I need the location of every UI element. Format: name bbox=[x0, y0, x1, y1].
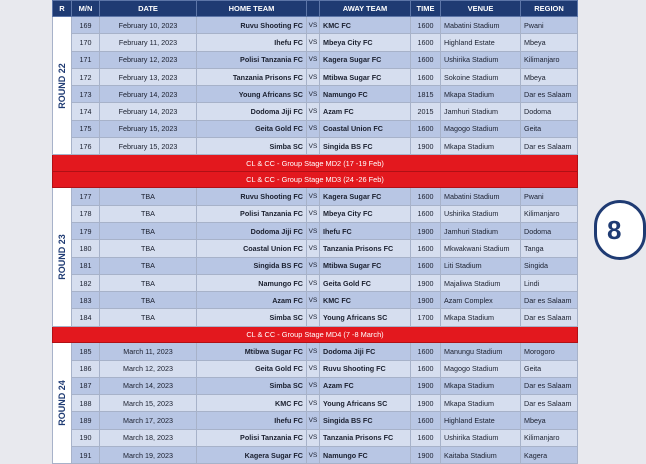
away-team-cell: Tanzania Prisons FC bbox=[320, 429, 411, 446]
header-round: R bbox=[53, 1, 72, 17]
away-team-cell: Kagera Sugar FC bbox=[320, 51, 411, 68]
home-team-cell: Ihefu FC bbox=[197, 34, 307, 51]
match-row bbox=[53, 360, 578, 377]
region-cell: Dodoma bbox=[521, 103, 578, 120]
match-row bbox=[53, 412, 578, 429]
header-date: DATE bbox=[100, 1, 197, 17]
match-row bbox=[53, 309, 578, 326]
round-24-group bbox=[53, 343, 578, 464]
away-team-cell: Geita Gold FC bbox=[320, 274, 411, 291]
away-team-cell: Azam FC bbox=[320, 103, 411, 120]
match-number-cell: 174 bbox=[72, 103, 100, 120]
time-cell: 1600 bbox=[411, 343, 441, 360]
home-team-cell: Kagera Sugar FC bbox=[197, 447, 307, 464]
time-cell: 1600 bbox=[411, 51, 441, 68]
round-label: ROUND 24 bbox=[57, 380, 67, 427]
round-label-cell bbox=[53, 188, 72, 326]
venue-cell: Azam Complex bbox=[441, 292, 521, 309]
time-cell: 1600 bbox=[411, 17, 441, 34]
region-cell: Pwani bbox=[521, 17, 578, 34]
match-row bbox=[53, 222, 578, 239]
away-team-cell: Young Africans SC bbox=[320, 395, 411, 412]
match-row bbox=[53, 188, 578, 205]
venue-cell: Manungu Stadium bbox=[441, 343, 521, 360]
vs-cell: VS bbox=[307, 188, 320, 205]
date-cell: March 19, 2023 bbox=[100, 447, 197, 464]
match-row bbox=[53, 343, 578, 360]
time-cell: 2015 bbox=[411, 103, 441, 120]
time-cell: 1600 bbox=[411, 34, 441, 51]
match-row bbox=[53, 34, 578, 51]
time-cell: 1700 bbox=[411, 309, 441, 326]
region-cell: Dar es Salaam bbox=[521, 377, 578, 394]
region-cell: Morogoro bbox=[521, 343, 578, 360]
date-cell: TBA bbox=[100, 240, 197, 257]
vs-cell: VS bbox=[307, 51, 320, 68]
date-cell: TBA bbox=[100, 257, 197, 274]
date-cell: February 15, 2023 bbox=[100, 138, 197, 155]
region-cell: Dar es Salaam bbox=[521, 138, 578, 155]
home-team-cell: Young Africans SC bbox=[197, 86, 307, 103]
fixture-table bbox=[52, 0, 578, 464]
banner-md2: CL & CC - Group Stage MD2 (17 -19 Feb) bbox=[53, 155, 578, 172]
match-number-cell: 191 bbox=[72, 447, 100, 464]
vs-cell: VS bbox=[307, 34, 320, 51]
date-cell: February 12, 2023 bbox=[100, 51, 197, 68]
venue-cell: Ushirika Stadium bbox=[441, 205, 521, 222]
venue-cell: Mkapa Stadium bbox=[441, 86, 521, 103]
time-cell: 1600 bbox=[411, 412, 441, 429]
round-label-cell bbox=[53, 343, 72, 464]
region-cell: Dar es Salaam bbox=[521, 292, 578, 309]
vs-cell: VS bbox=[307, 222, 320, 239]
vs-cell: VS bbox=[307, 86, 320, 103]
match-row bbox=[53, 138, 578, 155]
home-team-cell: Ruvu Shooting FC bbox=[197, 188, 307, 205]
match-row bbox=[53, 447, 578, 464]
vs-cell: VS bbox=[307, 68, 320, 85]
table-header bbox=[53, 1, 578, 17]
date-cell: February 15, 2023 bbox=[100, 120, 197, 137]
home-team-cell: Ruvu Shooting FC bbox=[197, 17, 307, 34]
vs-cell: VS bbox=[307, 395, 320, 412]
time-cell: 1600 bbox=[411, 205, 441, 222]
time-cell: 1600 bbox=[411, 429, 441, 446]
date-cell: February 13, 2023 bbox=[100, 68, 197, 85]
region-cell: Geita bbox=[521, 120, 578, 137]
home-team-cell: Azam FC bbox=[197, 292, 307, 309]
match-row bbox=[53, 274, 578, 291]
match-number-cell: 170 bbox=[72, 34, 100, 51]
match-number-cell: 186 bbox=[72, 360, 100, 377]
match-number-cell: 184 bbox=[72, 309, 100, 326]
time-cell: 1900 bbox=[411, 138, 441, 155]
venue-cell: Mkapa Stadium bbox=[441, 138, 521, 155]
region-cell: Dar es Salaam bbox=[521, 395, 578, 412]
header-home-team: HOME TEAM bbox=[197, 1, 307, 17]
match-row bbox=[53, 205, 578, 222]
vs-cell: VS bbox=[307, 309, 320, 326]
match-number-cell: 173 bbox=[72, 86, 100, 103]
date-cell: March 12, 2023 bbox=[100, 360, 197, 377]
home-team-cell: Geita Gold FC bbox=[197, 120, 307, 137]
time-cell: 1900 bbox=[411, 395, 441, 412]
home-team-cell: Mtibwa Sugar FC bbox=[197, 343, 307, 360]
match-number-cell: 189 bbox=[72, 412, 100, 429]
region-cell: Pwani bbox=[521, 188, 578, 205]
match-row bbox=[53, 86, 578, 103]
match-number-cell: 185 bbox=[72, 343, 100, 360]
venue-cell: Ushirika Stadium bbox=[441, 429, 521, 446]
match-number-cell: 171 bbox=[72, 51, 100, 68]
match-number-cell: 169 bbox=[72, 17, 100, 34]
match-number-cell: 177 bbox=[72, 188, 100, 205]
banner-group-md2-md3 bbox=[53, 155, 578, 188]
vs-cell: VS bbox=[307, 343, 320, 360]
home-team-cell: Simba SC bbox=[197, 377, 307, 394]
page-number-badge: 8 bbox=[594, 200, 646, 260]
vs-cell: VS bbox=[307, 120, 320, 137]
header-venue: VENUE bbox=[441, 1, 521, 17]
region-cell: Tanga bbox=[521, 240, 578, 257]
fixture-sheet bbox=[52, 0, 577, 460]
round-22-group bbox=[53, 17, 578, 155]
date-cell: March 17, 2023 bbox=[100, 412, 197, 429]
region-cell: Mbeya bbox=[521, 68, 578, 85]
venue-cell: Sokoine Stadium bbox=[441, 68, 521, 85]
date-cell: March 18, 2023 bbox=[100, 429, 197, 446]
time-cell: 1815 bbox=[411, 86, 441, 103]
vs-cell: VS bbox=[307, 274, 320, 291]
round-23-group bbox=[53, 188, 578, 326]
away-team-cell: Ruvu Shooting FC bbox=[320, 360, 411, 377]
home-team-cell: Ihefu FC bbox=[197, 412, 307, 429]
vs-cell: VS bbox=[307, 377, 320, 394]
vs-cell: VS bbox=[307, 138, 320, 155]
banner-group-md4 bbox=[53, 326, 578, 343]
banner-md4: CL & CC - Group Stage MD4 (7 -8 March) bbox=[53, 326, 578, 343]
time-cell: 1600 bbox=[411, 240, 441, 257]
date-cell: TBA bbox=[100, 309, 197, 326]
match-number-cell: 176 bbox=[72, 138, 100, 155]
time-cell: 1900 bbox=[411, 447, 441, 464]
match-number-cell: 175 bbox=[72, 120, 100, 137]
date-cell: March 11, 2023 bbox=[100, 343, 197, 360]
home-team-cell: Polisi Tanzania FC bbox=[197, 51, 307, 68]
venue-cell: Mkapa Stadium bbox=[441, 377, 521, 394]
date-cell: February 11, 2023 bbox=[100, 34, 197, 51]
date-cell: TBA bbox=[100, 205, 197, 222]
region-cell: Dodoma bbox=[521, 222, 578, 239]
away-team-cell: Mtibwa Sugar FC bbox=[320, 68, 411, 85]
header-away-team: AWAY TEAM bbox=[320, 1, 411, 17]
away-team-cell: Mbeya City FC bbox=[320, 34, 411, 51]
match-row bbox=[53, 120, 578, 137]
away-team-cell: Namungo FC bbox=[320, 447, 411, 464]
time-cell: 1900 bbox=[411, 274, 441, 291]
home-team-cell: Dodoma Jiji FC bbox=[197, 103, 307, 120]
region-cell: Kilimanjaro bbox=[521, 205, 578, 222]
round-label: ROUND 23 bbox=[57, 234, 67, 280]
home-team-cell: KMC FC bbox=[197, 395, 307, 412]
round-label: ROUND 22 bbox=[57, 62, 67, 109]
match-row bbox=[53, 395, 578, 412]
region-cell: Mbeya bbox=[521, 34, 578, 51]
venue-cell: Majaliwa Stadium bbox=[441, 274, 521, 291]
region-cell: Kilimanjaro bbox=[521, 429, 578, 446]
region-cell: Mbeya bbox=[521, 412, 578, 429]
date-cell: March 15, 2023 bbox=[100, 395, 197, 412]
time-cell: 1900 bbox=[411, 292, 441, 309]
home-team-cell: Tanzania Prisons FC bbox=[197, 68, 307, 85]
match-number-cell: 180 bbox=[72, 240, 100, 257]
match-row bbox=[53, 429, 578, 446]
venue-cell: Mkwakwani Stadium bbox=[441, 240, 521, 257]
venue-cell: Magogo Stadium bbox=[441, 120, 521, 137]
away-team-cell: Azam FC bbox=[320, 377, 411, 394]
date-cell: TBA bbox=[100, 274, 197, 291]
match-row bbox=[53, 68, 578, 85]
venue-cell: Kaitaba Stadium bbox=[441, 447, 521, 464]
time-cell: 1600 bbox=[411, 188, 441, 205]
date-cell: TBA bbox=[100, 222, 197, 239]
away-team-cell: Tanzania Prisons FC bbox=[320, 240, 411, 257]
home-team-cell: Simba SC bbox=[197, 138, 307, 155]
match-row bbox=[53, 377, 578, 394]
venue-cell: Liti Stadium bbox=[441, 257, 521, 274]
vs-cell: VS bbox=[307, 292, 320, 309]
match-number-cell: 187 bbox=[72, 377, 100, 394]
vs-cell: VS bbox=[307, 429, 320, 446]
region-cell: Dar es Salaam bbox=[521, 309, 578, 326]
home-team-cell: Geita Gold FC bbox=[197, 360, 307, 377]
home-team-cell: Polisi Tanzania FC bbox=[197, 205, 307, 222]
vs-cell: VS bbox=[307, 412, 320, 429]
region-cell: Geita bbox=[521, 360, 578, 377]
home-team-cell: Dodoma Jiji FC bbox=[197, 222, 307, 239]
vs-cell: VS bbox=[307, 240, 320, 257]
vs-cell: VS bbox=[307, 447, 320, 464]
time-cell: 1900 bbox=[411, 377, 441, 394]
match-number-cell: 181 bbox=[72, 257, 100, 274]
vs-cell: VS bbox=[307, 360, 320, 377]
header-match-number: M/N bbox=[72, 1, 100, 17]
home-team-cell: Namungo FC bbox=[197, 274, 307, 291]
away-team-cell: Mbeya City FC bbox=[320, 205, 411, 222]
away-team-cell: Young Africans SC bbox=[320, 309, 411, 326]
away-team-cell: Ihefu FC bbox=[320, 222, 411, 239]
date-cell: February 14, 2023 bbox=[100, 103, 197, 120]
venue-cell: Highland Estate bbox=[441, 412, 521, 429]
venue-cell: Jamhuri Stadium bbox=[441, 103, 521, 120]
venue-cell: Ushirika Stadium bbox=[441, 51, 521, 68]
match-row bbox=[53, 257, 578, 274]
away-team-cell: Namungo FC bbox=[320, 86, 411, 103]
header-time: TIME bbox=[411, 1, 441, 17]
match-number-cell: 178 bbox=[72, 205, 100, 222]
match-number-cell: 172 bbox=[72, 68, 100, 85]
match-number-cell: 179 bbox=[72, 222, 100, 239]
date-cell: TBA bbox=[100, 292, 197, 309]
match-number-cell: 182 bbox=[72, 274, 100, 291]
match-row bbox=[53, 103, 578, 120]
header-region: REGION bbox=[521, 1, 578, 17]
match-number-cell: 190 bbox=[72, 429, 100, 446]
date-cell: February 14, 2023 bbox=[100, 86, 197, 103]
time-cell: 1600 bbox=[411, 257, 441, 274]
home-team-cell: Simba SC bbox=[197, 309, 307, 326]
region-cell: Lindi bbox=[521, 274, 578, 291]
time-cell: 1600 bbox=[411, 68, 441, 85]
venue-cell: Mkapa Stadium bbox=[441, 309, 521, 326]
region-cell: Kilimanjaro bbox=[521, 51, 578, 68]
match-number-cell: 188 bbox=[72, 395, 100, 412]
round-label-cell bbox=[53, 17, 72, 155]
time-cell: 1900 bbox=[411, 222, 441, 239]
vs-cell: VS bbox=[307, 17, 320, 34]
match-row bbox=[53, 292, 578, 309]
date-cell: March 14, 2023 bbox=[100, 377, 197, 394]
venue-cell: Magogo Stadium bbox=[441, 360, 521, 377]
away-team-cell: Singida BS FC bbox=[320, 412, 411, 429]
away-team-cell: Singida BS FC bbox=[320, 138, 411, 155]
away-team-cell: KMC FC bbox=[320, 17, 411, 34]
match-row bbox=[53, 17, 578, 34]
away-team-cell: Kagera Sugar FC bbox=[320, 188, 411, 205]
region-cell: Singida bbox=[521, 257, 578, 274]
venue-cell: Mabatini Stadium bbox=[441, 188, 521, 205]
away-team-cell: Coastal Union FC bbox=[320, 120, 411, 137]
region-cell: Kagera bbox=[521, 447, 578, 464]
date-cell: TBA bbox=[100, 188, 197, 205]
banner-md3: CL & CC - Group Stage MD3 (24 -26 Feb) bbox=[53, 171, 578, 188]
match-row bbox=[53, 51, 578, 68]
away-team-cell: KMC FC bbox=[320, 292, 411, 309]
away-team-cell: Mtibwa Sugar FC bbox=[320, 257, 411, 274]
vs-cell: VS bbox=[307, 205, 320, 222]
home-team-cell: Singida BS FC bbox=[197, 257, 307, 274]
time-cell: 1600 bbox=[411, 360, 441, 377]
match-row bbox=[53, 240, 578, 257]
header-vs bbox=[307, 1, 320, 17]
match-number-cell: 183 bbox=[72, 292, 100, 309]
vs-cell: VS bbox=[307, 257, 320, 274]
home-team-cell: Coastal Union FC bbox=[197, 240, 307, 257]
venue-cell: Highland Estate bbox=[441, 34, 521, 51]
venue-cell: Mabatini Stadium bbox=[441, 17, 521, 34]
vs-cell: VS bbox=[307, 103, 320, 120]
home-team-cell: Polisi Tanzania FC bbox=[197, 429, 307, 446]
away-team-cell: Dodoma Jiji FC bbox=[320, 343, 411, 360]
venue-cell: Jamhuri Stadium bbox=[441, 222, 521, 239]
time-cell: 1600 bbox=[411, 120, 441, 137]
region-cell: Dar es Salaam bbox=[521, 86, 578, 103]
date-cell: February 10, 2023 bbox=[100, 17, 197, 34]
venue-cell: Mkapa Stadium bbox=[441, 395, 521, 412]
